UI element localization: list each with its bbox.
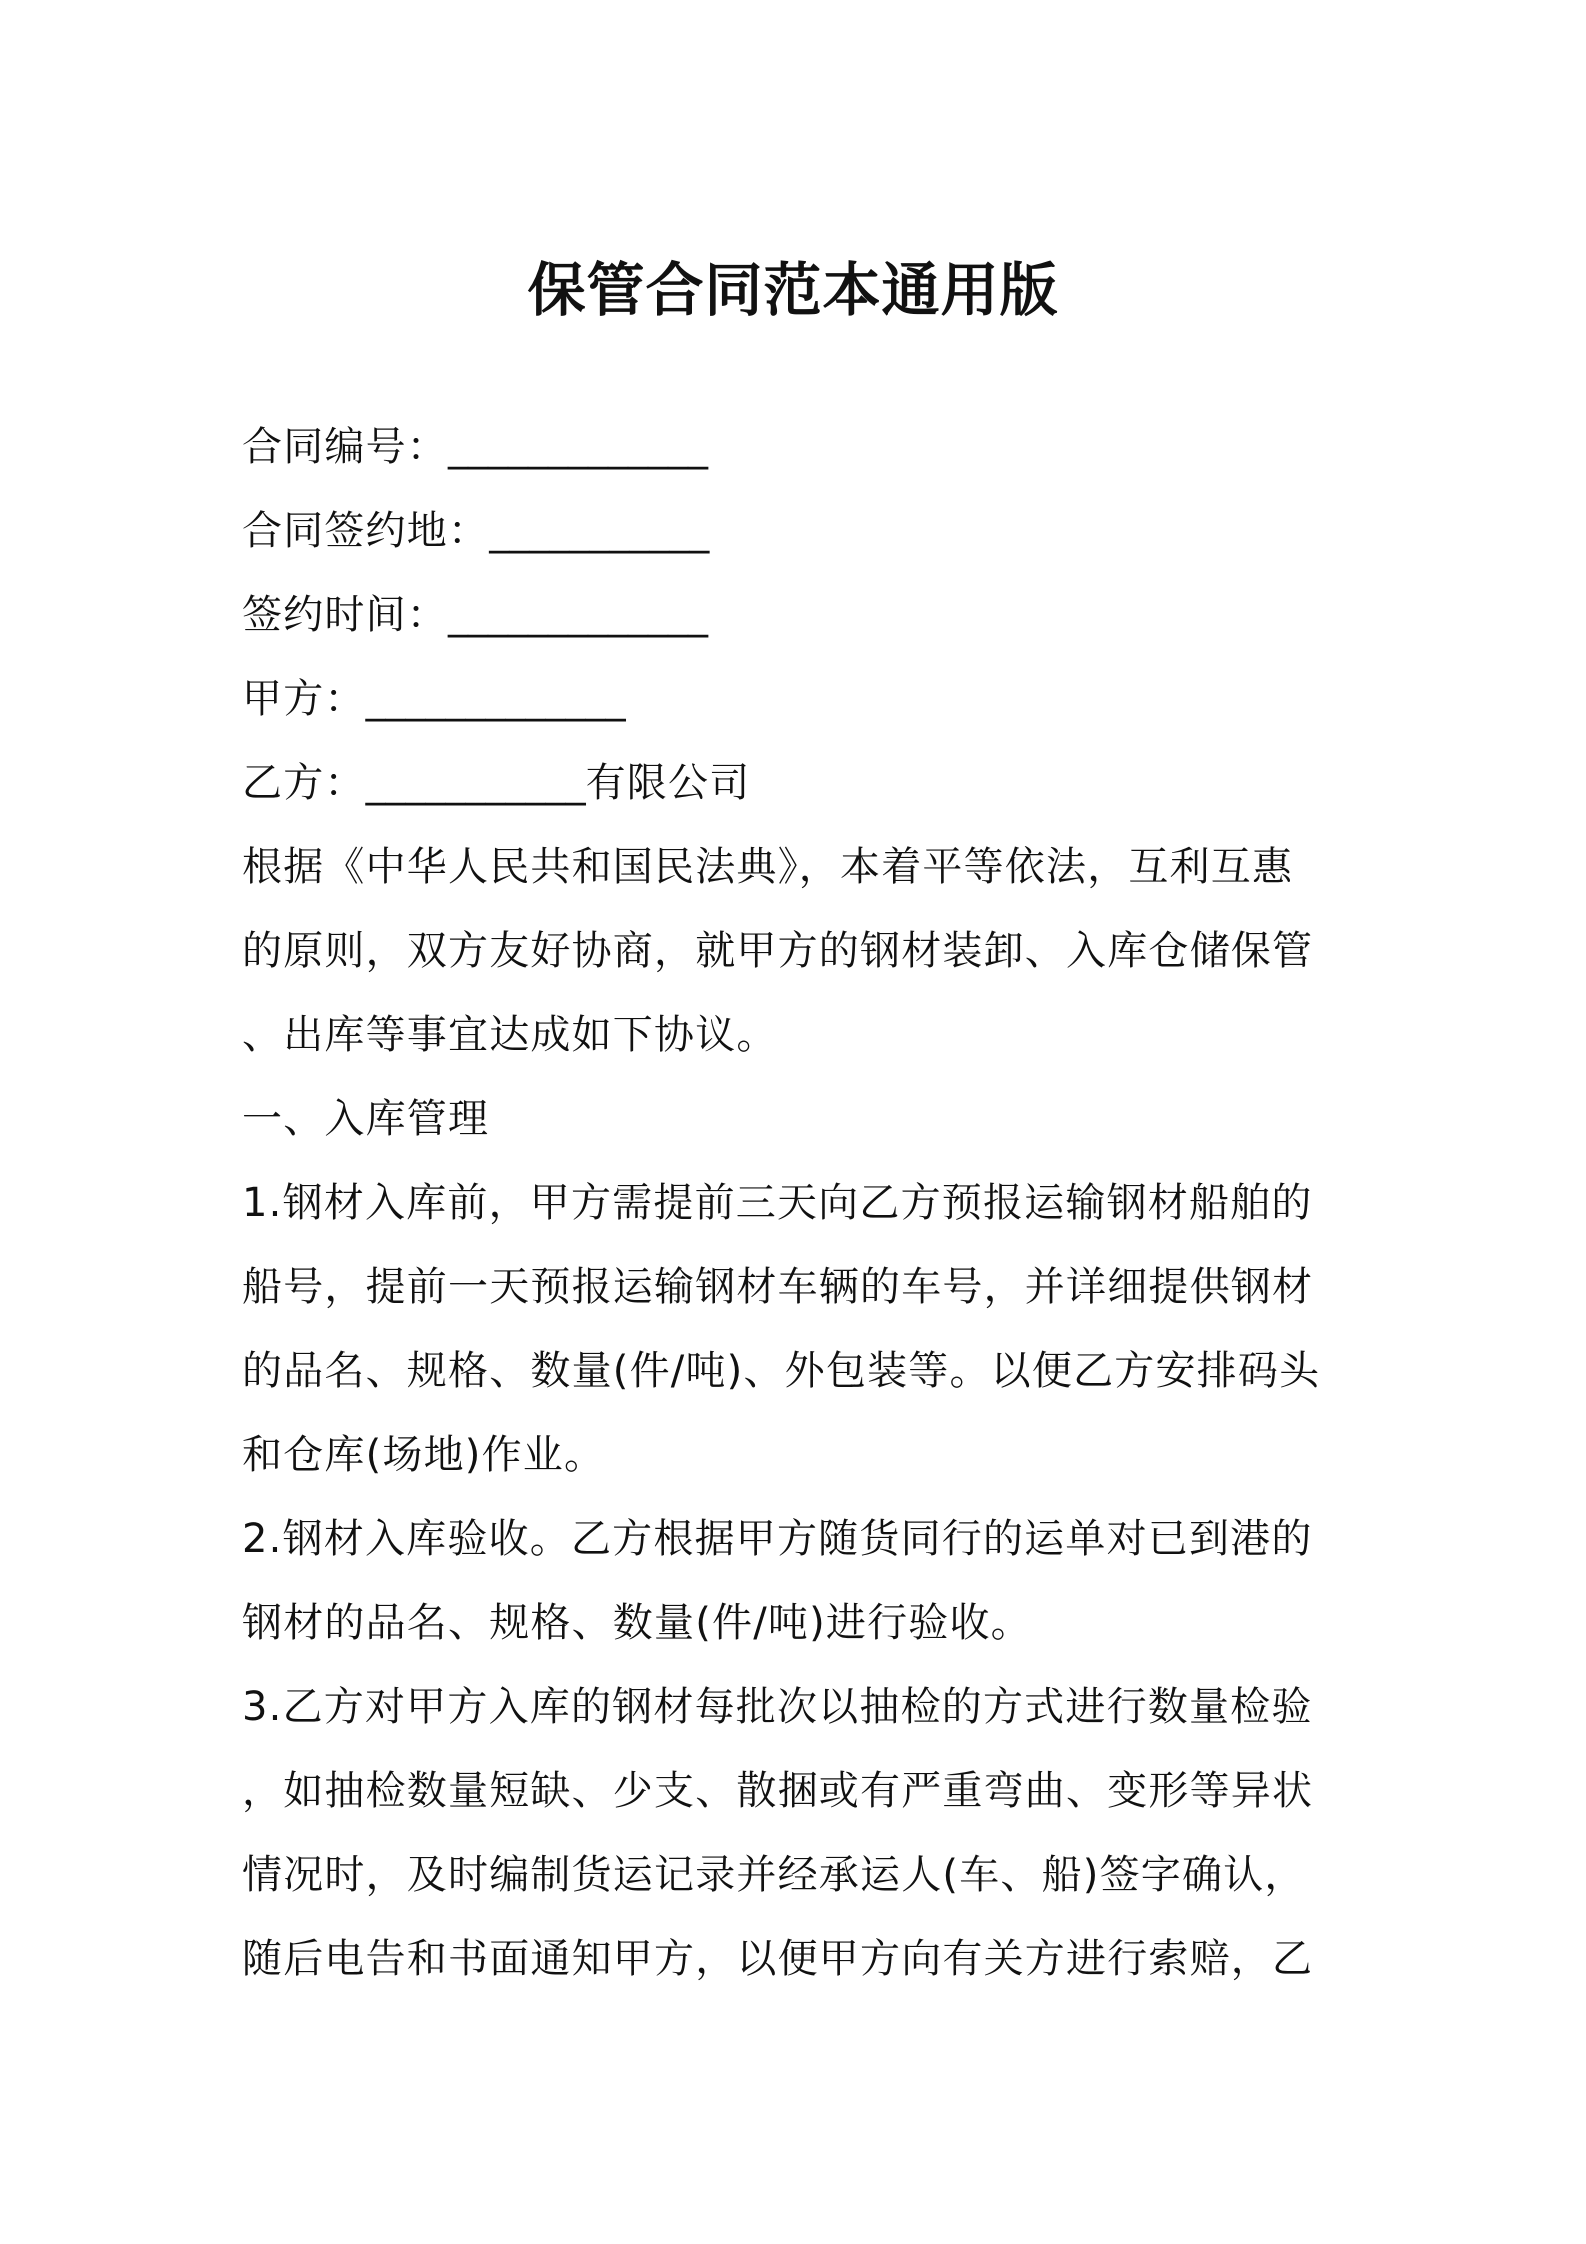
field-label: 签约时间： <box>242 592 448 638</box>
field-blank: _____________ <box>448 424 708 470</box>
field-blank: _____________ <box>365 676 626 722</box>
field-party-a <box>242 657 1352 741</box>
field-blank: _____________ <box>448 592 708 638</box>
body-line: 和仓库(场地)作业。 <box>242 1432 606 1478</box>
body-line: 3.乙方对甲方入库的钢材每批次以抽检的方式进行数量检验 <box>242 1684 1313 1730</box>
field-contract-number <box>242 405 1352 489</box>
field-label: 乙方： <box>242 760 366 806</box>
body-line: 根据《中华人民共和国民法典》，本着平等依法，互利互惠 <box>242 844 1294 890</box>
field-label: 合同编号： <box>242 424 448 470</box>
field-suffix: 有限公司 <box>585 760 751 806</box>
body-line: 1.钢材入库前，甲方需提前三天向乙方预报运输钢材船舶的 <box>242 1180 1313 1226</box>
field-label: 甲方： <box>242 676 366 722</box>
body-line: 情况时，及时编制货运记录并经承运人(车、船)签字确认， <box>242 1852 1306 1898</box>
field-blank: ___________ <box>489 508 710 554</box>
body-line: 、出库等事宜达成如下协议。 <box>242 1012 778 1058</box>
document-title: 保管合同范本通用版 <box>527 256 1059 324</box>
body-line: 随后电告和书面通知甲方，以便甲方向有关方进行索赔，乙 <box>242 1936 1314 1982</box>
body-line: 的品名、规格、数量(件/吨)、外包装等。以便乙方安排码头 <box>242 1348 1321 1394</box>
body-line: 2.钢材入库验收。乙方根据甲方随货同行的运单对已到港的 <box>242 1516 1313 1562</box>
field-signing-place <box>242 489 1352 573</box>
body-line: 钢材的品名、规格、数量(件/吨)进行验收。 <box>242 1600 1032 1646</box>
body-line: ，如抽检数量短缺、少支、散捆或有严重弯曲、变形等异状 <box>242 1768 1314 1814</box>
field-label: 合同签约地： <box>242 508 490 554</box>
body-line: 的原则，双方友好协商，就甲方的钢材装卸、入库仓储保管 <box>242 928 1314 974</box>
field-party-b <box>242 741 1352 825</box>
section-heading: 一、入库管理 <box>242 1096 490 1142</box>
document-body <box>242 405 1352 2001</box>
field-signing-time <box>242 573 1352 657</box>
body-line: 船号，提前一天预报运输钢材车辆的车号，并详细提供钢材 <box>242 1264 1314 1310</box>
field-blank: ___________ <box>365 760 586 806</box>
